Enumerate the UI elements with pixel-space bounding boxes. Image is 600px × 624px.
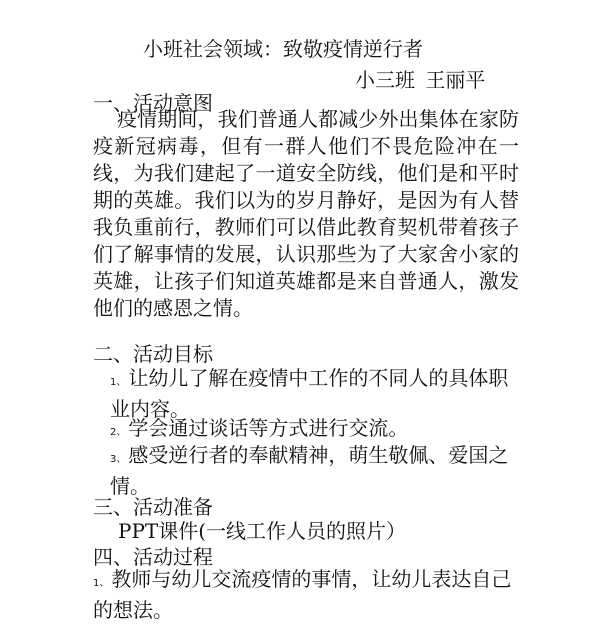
goal-item-3-number: 3、 [110, 454, 127, 465]
document-title: 小班社会领域：致敬疫情逆行者 [143, 37, 423, 61]
goal-item-3-text: 感受逆行者的奉献精神，萌生敬佩、爱国之情。 [110, 443, 509, 498]
document-author: 小三班 王丽平 [355, 68, 486, 92]
goal-item-2-number: 2、 [110, 427, 127, 438]
process-item-1-number: 1、 [93, 578, 110, 589]
intent-paragraph: 疫情期间，我们普通人都减少外出集体在家防疫新冠病毒，但有一群人他们不畏危险冲在一线，为我们建起了一道安全防线，他们是和平时期的英雄。我们以为的岁月静好，是因为有人替我负重前行，教师们可以借此教育契机带着孩子们了解事情的发展，认识那些为了大家舍小家的英雄，让孩子们知道英雄都是来自普通人，激发他们的感恩之情。 [93, 107, 519, 320]
process-item-1 [93, 566, 523, 624]
section-heading-intent: 一、活动意图 [93, 91, 213, 115]
process-item-1-text: 教师与幼儿交流疫情的事情，让幼儿表达自己的想法。 [93, 567, 512, 622]
goal-item-1-number: 1、 [110, 377, 127, 388]
section-heading-process: 四、活动过程 [93, 545, 213, 569]
goal-item-1-text: 让幼儿了解在疫情中工作的不同人的具体职业内容。 [110, 366, 509, 421]
section-heading-goals: 二、活动目标 [93, 342, 213, 366]
section-heading-prep: 三、活动准备 [93, 495, 213, 519]
goal-item-2-text: 学会通过谈话等方式进行交流。 [128, 416, 409, 440]
prep-materials: PPT课件(一线工作人员的照片） [118, 519, 407, 543]
